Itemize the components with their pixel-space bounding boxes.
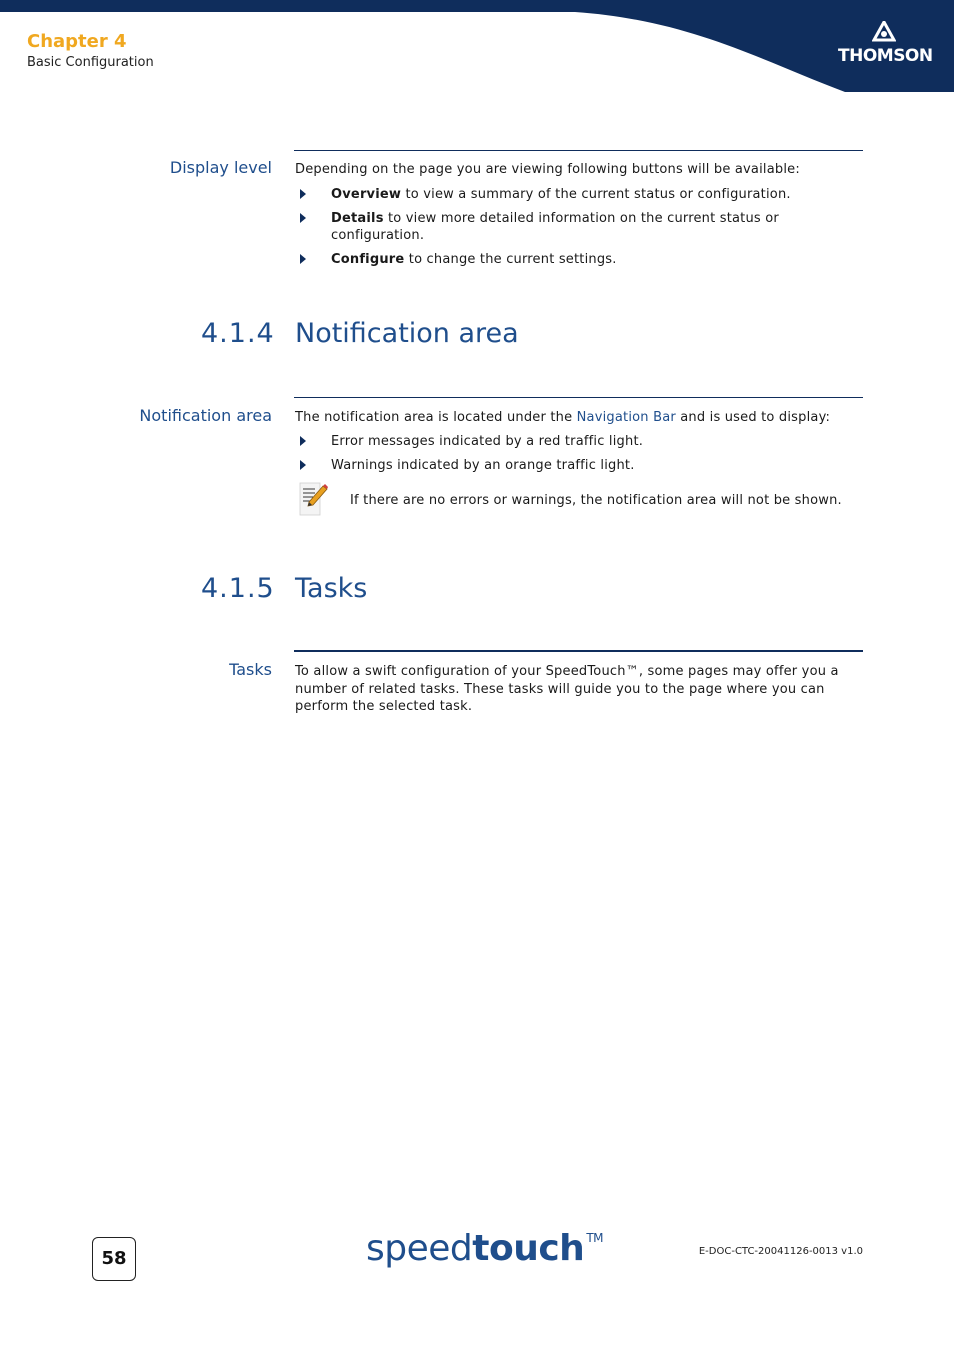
tasks-line: number of related tasks. These tasks will guide you to the page where you can <box>295 682 825 697</box>
section-heading: Notification area <box>295 318 519 349</box>
side-label-tasks: Tasks <box>229 660 272 679</box>
thomson-logo-icon <box>872 21 896 43</box>
section-heading: Tasks <box>295 573 368 604</box>
bullet-arrow-icon <box>300 254 306 264</box>
side-label-display-level: Display level <box>169 158 272 177</box>
list-item: Error messages indicated by a red traffic light. <box>331 434 644 449</box>
bullet-arrow-icon <box>300 213 306 223</box>
notification-intro: The notification area is located under the Navigation Bar and is used to display: <box>295 410 831 425</box>
section-rule <box>294 397 863 398</box>
navigation-bar-link[interactable]: Navigation Bar <box>576 410 676 425</box>
section-number: 4.1.5 <box>201 573 275 604</box>
list-item: Details to view more detailed information on the current status or configuration. <box>331 211 779 243</box>
bullet-arrow-icon <box>300 189 306 199</box>
list-item: Overview to view a summary of the current status or configuration. <box>331 187 791 202</box>
list-item: Warnings indicated by an orange traffic light. <box>331 458 635 473</box>
section-rule <box>294 150 863 151</box>
list-item: Configure to change the current settings. <box>331 252 617 267</box>
section-number: 4.1.4 <box>201 318 275 349</box>
note-pencil-icon <box>299 480 329 516</box>
speedtouch-logo: speedtouch ™ <box>366 1228 603 1269</box>
tasks-line: perform the selected task. <box>295 699 473 714</box>
header-banner <box>0 0 954 92</box>
note-text: If there are no errors or warnings, the notification area will not be shown. <box>350 493 842 508</box>
document-reference: E-DOC-CTC-20041126-0013 v1.0 <box>698 1246 863 1257</box>
thomson-logo: THOMSON <box>838 46 933 66</box>
page-number: 58 <box>101 1248 127 1269</box>
chapter-title: Chapter 4 <box>27 31 127 52</box>
display-level-intro: Depending on the page you are viewing following buttons will be available: <box>295 162 800 177</box>
bullet-arrow-icon <box>300 460 306 470</box>
side-label-notification-area: Notification area <box>139 406 272 425</box>
section-rule <box>294 650 863 652</box>
chapter-subtitle: Basic Configuration <box>27 55 154 70</box>
tasks-line: To allow a swift configuration of your SpeedTouch™, some pages may offer you a <box>295 664 839 679</box>
bullet-arrow-icon <box>300 436 306 446</box>
